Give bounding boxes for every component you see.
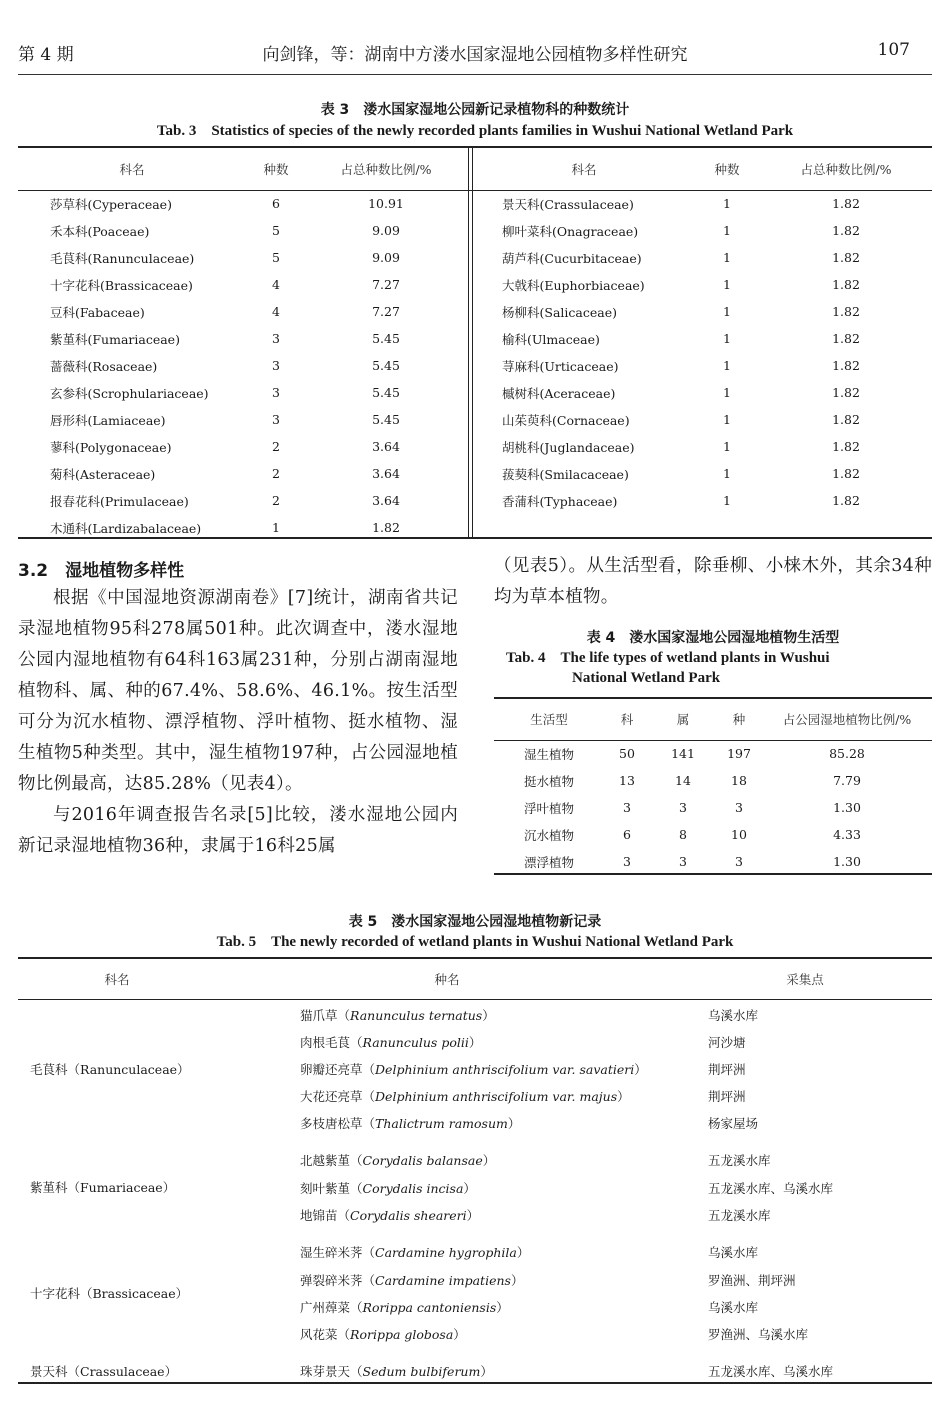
species-cell: 卵瓣还亮草（Delphinium anthriscifolium var. savatieri） [300,1061,647,1077]
family-cell: 胡桃科(Juglandaceae) [502,439,635,455]
percent-cell: 7.27 [372,304,400,319]
table-row [502,379,932,406]
count-cell: 1 [723,358,731,373]
genus-count-cell: 8 [679,827,687,842]
family-cell: 景天科(Crassulaceae) [502,196,634,212]
percent-cell: 10.91 [368,196,404,211]
table4-caption-en-line2: National Wetland Park [572,670,721,686]
section-heading: 3.2 湿地植物多样性 [18,561,185,581]
family-cell: 菝葜科(Smilacaceae) [502,466,629,482]
site-cell: 五龙溪水库、乌溪水库 [708,1364,834,1379]
percent-cell: 1.82 [832,250,860,265]
table-row [502,352,932,379]
species-latin-name: Corydalis balansae [362,1153,483,1168]
page-number: 107 [877,40,910,60]
count-cell: 4 [272,277,280,292]
table-row [50,406,466,433]
family-cell: 景天科（Crassulaceae） [30,1364,178,1379]
count-cell: 1 [723,412,731,427]
species-chinese-name: 北越紫堇 [300,1153,351,1168]
table-row [50,487,466,514]
percent-cell: 5.45 [372,331,400,346]
percent-cell: 1.82 [372,520,400,535]
table-row [502,217,932,244]
percent-cell: 1.82 [832,412,860,427]
species-latin-name: Delphinium anthriscifolium var. majus [375,1088,618,1104]
journal-issue: 第 4 期 [18,45,74,65]
percent-cell: 3.64 [372,466,400,481]
col-family: 科名 [104,971,130,987]
section-body-left [18,583,458,862]
table-row [494,767,932,794]
site-cell: 五龙溪水库、乌溪水库 [708,1180,834,1196]
count-cell: 3 [272,331,280,346]
col-species: 种名 [434,971,460,987]
table5-top-rule [18,957,932,959]
species-chinese-name: 刻叶紫堇 [300,1180,351,1196]
proportion-cell: 1.30 [833,800,861,815]
species-chinese-name: 猫爪草 [300,1007,338,1023]
table4-top-rule [494,697,932,699]
percent-cell: 1.82 [832,493,860,508]
col-lifetype: 生活型 [530,711,568,727]
count-cell: 3 [272,358,280,373]
count-cell: 1 [723,223,731,238]
genus-count-cell: 3 [679,854,687,869]
table-row [50,379,466,406]
site-cell: 罗渔洲、荆坪洲 [708,1272,796,1288]
table3-caption-en: Tab. 3 Statistics of species of the newly recorded plants families in Wushui National Wetland Park [156,123,794,139]
count-cell: 3 [272,412,280,427]
table-row [50,190,466,217]
site-cell: 杨家屋场 [708,1115,759,1131]
percent-cell: 9.09 [372,250,400,265]
count-cell: 1 [723,196,731,211]
table-row [50,217,466,244]
proportion-cell: 85.28 [829,746,865,761]
site-cell: 荆坪洲 [708,1088,746,1104]
species-latin-name: Cardamine impatiens [375,1272,511,1288]
table4-caption-cn: 表 4 溇水国家湿地公园湿地植物生活型 [586,630,840,646]
table-row [50,352,466,379]
percent-cell: 1.82 [832,385,860,400]
family-cell: 荨麻科(Urticaceae) [502,358,619,374]
species-cell: 广州蔊菜（Rorippa cantoniensis） [300,1299,509,1315]
col-proportion: 占公园湿地植物比例/% [782,711,912,727]
family-cell: 紫堇科（Fumariaceae） [30,1180,176,1195]
species-latin-name: Sedum bulbiferum [362,1364,481,1379]
percent-cell: 1.82 [832,223,860,238]
species-chinese-name: 广州蔊菜 [300,1299,351,1315]
family-cell: 十字花科(Brassicaceae) [50,277,193,293]
species-chinese-name: 卵瓣还亮草 [300,1061,363,1077]
genus-count-cell: 14 [675,773,691,788]
species-latin-name: Delphinium anthriscifolium var. savatieri [375,1061,635,1077]
family-cell: 槭树科(Aceraceae) [502,385,616,401]
percent-cell: 5.45 [372,385,400,400]
count-cell: 1 [272,520,280,535]
table-row [494,794,932,821]
species-cell: 珠芽景天（Sedum bulbiferum） [300,1364,493,1379]
species-count-cell: 18 [731,773,747,788]
count-cell: 1 [723,304,731,319]
site-cell: 五龙溪水库 [708,1207,771,1223]
table-row [30,1001,932,1028]
header-rule [18,74,932,75]
family-cell: 蔷薇科(Rosaceae) [50,358,158,374]
running-title: 向剑锋，等：湖南中方溇水国家湿地公园植物多样性研究 [262,45,688,65]
table5-body [30,1001,932,1385]
table-row [30,1228,932,1266]
species-cell: 多枝唐松草（Thalictrum ramosum） [300,1115,521,1131]
species-latin-name: Ranunculus ternatus [350,1007,483,1023]
percent-cell: 1.82 [832,358,860,373]
species-count-cell: 197 [727,746,751,761]
table-row [50,271,466,298]
count-cell: 3 [272,385,280,400]
table5-caption-cn: 表 5 溇水国家湿地公园湿地植物新记录 [348,914,602,930]
col-count: 种数 [263,161,289,177]
lifetype-cell: 挺水植物 [523,773,574,789]
species-latin-name: Rorippa globosa [350,1326,454,1342]
table-row [50,244,466,271]
count-cell: 2 [272,493,280,508]
table4-header [494,705,932,732]
family-cell: 大戟科(Euphorbiaceae) [502,277,645,293]
count-cell: 5 [272,250,280,265]
species-cell: 湿生碎米荠（Cardamine hygrophila） [300,1245,530,1260]
count-cell: 1 [723,466,731,481]
species-cell: 猫爪草（Ranunculus ternatus） [300,1007,495,1023]
family-cell: 禾本科(Poaceae) [50,223,150,239]
table3-top-rule [18,146,932,148]
count-cell: 2 [272,439,280,454]
table-row [50,460,466,487]
percent-cell: 1.82 [832,466,860,481]
species-chinese-name: 风花菜 [300,1326,338,1342]
family-cell: 莎草科(Cyperaceae) [50,196,172,212]
species-latin-name: Corydalis sheareri [350,1207,467,1223]
table-row [50,514,466,541]
species-latin-name: Ranunculus polii [362,1034,469,1050]
species-cell: 大花还亮草（Delphinium anthriscifolium var. majus） [300,1088,630,1104]
count-cell: 1 [723,385,731,400]
table-row [494,848,932,875]
family-count-cell: 6 [623,827,631,842]
family-cell: 葫芦科(Cucurbitaceae) [502,250,642,266]
species-cell: 北越紫堇（Corydalis balansae） [300,1153,496,1168]
family-count-cell: 13 [619,773,635,788]
table-row [502,460,932,487]
table3-left-header [18,155,466,182]
family-cell: 香蒲科(Typhaceae) [502,493,618,509]
table-row [502,244,932,271]
col-family: 科名 [119,161,145,177]
species-latin-name: Corydalis incisa [362,1180,464,1196]
family-count-cell: 3 [623,800,631,815]
col-species-count: 种 [732,711,746,727]
col-family-count: 科 [620,711,634,727]
percent-cell: 1.82 [832,439,860,454]
family-cell: 豆科(Fabaceae) [50,304,145,320]
col-site: 采集点 [786,971,824,987]
site-cell: 罗渔洲、乌溪水库 [708,1326,809,1342]
species-chinese-name: 大花还亮草 [300,1088,363,1104]
family-cell: 柳叶菜科(Onagraceae) [502,223,639,239]
table-row [30,1136,932,1174]
family-count-cell: 3 [623,854,631,869]
count-cell: 1 [723,277,731,292]
site-cell: 乌溪水库 [708,1007,759,1023]
lifetype-cell: 浮叶植物 [523,800,574,816]
table-row [502,406,932,433]
proportion-cell: 1.30 [833,854,861,869]
species-chinese-name: 肉根毛茛 [300,1034,351,1050]
species-chinese-name: 弹裂碎米荠 [300,1272,363,1288]
table-row [502,433,932,460]
species-count-cell: 10 [731,827,747,842]
family-cell: 毛茛科(Ranunculaceae) [50,250,195,266]
table-row [50,433,466,460]
table-row [50,325,466,352]
table-row [494,740,932,767]
count-cell: 2 [272,466,280,481]
site-cell: 乌溪水库 [708,1299,759,1315]
family-count-cell: 50 [619,746,635,761]
lifetype-cell: 湿生植物 [523,746,574,762]
table5-header-rule [18,999,932,1000]
table-row [502,325,932,352]
species-cell: 肉根毛茛（Ranunculus polii） [300,1034,482,1050]
percent-cell: 3.64 [372,493,400,508]
table3-left-body [50,190,466,541]
species-chinese-name: 湿生碎米荠 [300,1245,363,1260]
table-row [502,190,932,217]
count-cell: 1 [723,493,731,508]
family-cell: 蓼科(Polygonaceae) [50,439,172,455]
percent-cell: 7.27 [372,277,400,292]
site-cell: 乌溪水库 [708,1245,759,1260]
family-cell: 毛茛科（Ranunculaceae） [30,1061,190,1077]
table-row [502,487,932,514]
table3-right-header [474,155,932,182]
table3-right-body [502,190,932,514]
family-cell: 菊科(Asteraceae) [50,466,156,482]
count-cell: 1 [723,331,731,346]
family-cell: 榆科(Ulmaceae) [502,331,600,347]
family-cell: 唇形科(Lamiaceae) [50,412,166,428]
species-cell: 地锦苗（Corydalis sheareri） [300,1207,480,1223]
percent-cell: 5.45 [372,358,400,373]
col-family: 科名 [571,161,597,177]
table-row [50,298,466,325]
col-count: 种数 [714,161,740,177]
lifetype-cell: 漂浮植物 [523,854,574,870]
genus-count-cell: 3 [679,800,687,815]
species-cell: 风花菜（Rorippa globosa） [300,1326,466,1342]
percent-cell: 1.82 [832,196,860,211]
species-cell: 刻叶紫堇（Corydalis incisa） [300,1180,476,1196]
table5-header [18,965,932,992]
percent-cell: 1.82 [832,331,860,346]
table4-caption-en [506,648,932,688]
species-chinese-name: 珠芽景天 [300,1364,351,1379]
percent-cell: 5.45 [372,412,400,427]
species-latin-name: Cardamine hygrophila [375,1245,517,1260]
section-body-right [494,551,932,613]
family-cell: 紫堇科(Fumariaceae) [50,331,180,347]
table-row [502,298,932,325]
count-cell: 1 [723,439,731,454]
family-cell: 木通科(Lardizabalaceae) [50,520,202,536]
percent-cell: 1.82 [832,304,860,319]
table4-caption-en-line1: Tab. 4 The life types of wetland plants in Wushui [506,650,830,666]
count-cell: 1 [723,250,731,265]
species-latin-name: Thalictrum ramosum [375,1115,508,1131]
species-latin-name: Rorippa cantoniensis [362,1299,497,1315]
table-row [30,1347,932,1385]
table4-body [494,740,932,875]
percent-cell: 9.09 [372,223,400,238]
paragraph-2-continued: （见表5）。从生活型看，除垂柳、小梾木外，其余34种均为草本植物。 [494,556,932,607]
site-cell: 荆坪洲 [708,1061,746,1077]
paragraph-2: 与2016年调查报告名录[5]比较，溇水湿地公园内新记录湿地植物36种，隶属于16科25属 [18,805,458,856]
family-cell: 十字花科（Brassicaceae） [30,1285,189,1301]
site-cell: 河沙塘 [708,1034,746,1050]
table3-caption-cn: 表 3 溇水国家湿地公园新记录植物科的种数统计 [320,102,630,118]
proportion-cell: 4.33 [833,827,861,842]
table-row [502,271,932,298]
proportion-cell: 7.79 [833,773,861,788]
family-cell: 玄参科(Scrophulariaceae) [50,385,209,401]
species-cell: 弹裂碎米荠（Cardamine impatiens） [300,1272,524,1288]
percent-cell: 1.82 [832,277,860,292]
site-cell: 五龙溪水库 [708,1153,771,1168]
family-cell: 报春花科(Primulaceae) [50,493,189,509]
table3-double-divider [468,147,473,537]
count-cell: 4 [272,304,280,319]
percent-cell: 3.64 [372,439,400,454]
col-genus-count: 属 [676,711,690,727]
col-percent: 占总种数比例/% [340,161,432,177]
col-percent: 占总种数比例/% [800,161,892,177]
genus-count-cell: 141 [671,746,695,761]
count-cell: 5 [272,223,280,238]
paragraph-1: 根据《中国湿地资源湖南卷》[7]统计，湖南省共记录湿地植物95科278属501种。此次调查中，溇水湿地公园内湿地植物有64科163属231种，分别占湖南湿地植物科、属、种的67.4%、58.6%、46.1%。按生活型可分为沉水植物、漂浮植物、浮叶植物、挺水植物、湿生植物5种类型。其中，湿生植物197种，占公园湿地植物比例最高，达85.28%（见表4）。 [18,588,458,794]
family-cell: 杨柳科(Salicaceae) [502,304,617,320]
table5-caption-en: Tab. 5 The newly recorded of wetland plants in Wushui National Wetland Park [216,934,734,950]
species-count-cell: 3 [735,854,743,869]
family-cell: 山茱萸科(Cornaceae) [502,412,630,428]
species-count-cell: 3 [735,800,743,815]
species-chinese-name: 地锦苗 [300,1207,338,1223]
count-cell: 6 [272,196,280,211]
species-chinese-name: 多枝唐松草 [300,1115,363,1131]
table-row [494,821,932,848]
lifetype-cell: 沉水植物 [523,827,574,843]
